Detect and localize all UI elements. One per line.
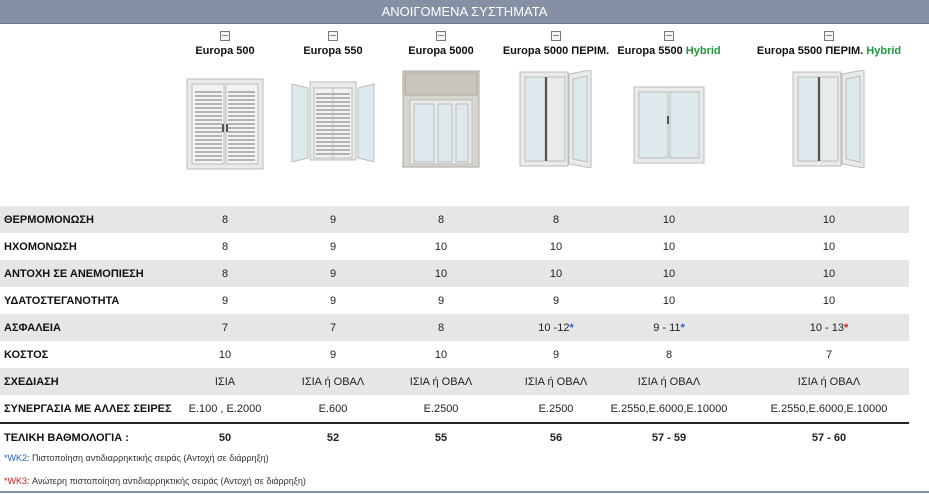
table-cell: ΙΣΙΑ	[214, 375, 236, 388]
table-cell: 9	[329, 267, 337, 280]
total-cell: 50	[218, 431, 232, 444]
product-name: Europa 550	[303, 45, 363, 57]
table-row	[0, 314, 909, 341]
page-title: ΑΝΟΙΓΟΜΕΝΑ ΣΥΣΤΗΜΑΤΑ	[0, 0, 929, 24]
table-cell: ΙΣΙΑ ή ΟΒΑΛ	[409, 375, 473, 388]
row-label: ΗΧΟΜΟΝΩΣΗ	[4, 240, 77, 253]
product-name: Europa 5000 ΠΕΡΙΜ.	[502, 45, 610, 57]
total-cell: 56	[549, 431, 563, 444]
table-row	[0, 206, 909, 233]
hybrid-label: Hybrid	[682, 45, 721, 57]
asterisk-mark: *	[843, 321, 849, 334]
table-row	[0, 395, 909, 422]
table-cell: 10	[822, 294, 836, 307]
table-row	[0, 287, 909, 314]
table-cell: 10	[549, 267, 563, 280]
table-row	[0, 368, 909, 395]
row-label: ΚΟΣΤΟΣ	[4, 348, 49, 361]
table-cell: 8	[221, 267, 229, 280]
hybrid-label: Hybrid	[863, 45, 902, 57]
footnote	[4, 453, 269, 463]
window-image	[290, 78, 376, 162]
table-cell: 10	[822, 267, 836, 280]
table-cell: ΙΣΙΑ ή ΟΒΑΛ	[301, 375, 365, 388]
table-cell: Ε.100 , Ε.2000	[188, 402, 262, 415]
row-label: ΑΣΦΑΛΕΙΑ	[4, 321, 61, 334]
table-cell: 10	[822, 240, 836, 253]
table-cell: 9	[329, 213, 337, 226]
checkbox-icon[interactable]	[220, 31, 230, 41]
product-name: Europa 5500	[617, 45, 683, 57]
row-label: ΥΔΑΤΟΣΤΕΓΑΝΟΤΗΤΑ	[4, 294, 120, 307]
table-cell: 9 - 11*	[653, 321, 685, 334]
window-image	[519, 70, 593, 168]
footnote-code: *WK2	[4, 453, 28, 463]
product-name: Europa 5000	[408, 45, 474, 57]
checkbox-icon[interactable]	[436, 31, 446, 41]
footnote-text: : Ανώτερη πιστοποίηση αντιδιαρρηκτικής σειράς (Αντοχή σε διάρρηξη)	[27, 476, 306, 486]
table-cell: 8	[221, 240, 229, 253]
window-image	[792, 70, 866, 168]
table-cell: 7	[329, 321, 337, 334]
total-row	[0, 422, 909, 451]
product-header	[0, 28, 929, 68]
total-cell: 57 - 60	[811, 431, 847, 444]
table-cell: ΙΣΙΑ ή ΟΒΑΛ	[797, 375, 861, 388]
window-image	[186, 78, 264, 170]
row-label: ΣΧΕΔΙΑΣΗ	[4, 375, 59, 388]
table-cell: 10	[434, 267, 448, 280]
table-cell: 10	[549, 240, 563, 253]
table-cell: 10	[662, 213, 676, 226]
footnote-text: : Πιστοποίηση αντιδιαρρηκτικής σειράς (Αντοχή σε διάρρηξη)	[27, 453, 269, 463]
footnote-code: *WK3	[4, 476, 28, 486]
product-column-head	[594, 28, 744, 57]
table-cell: 7	[221, 321, 229, 334]
row-label: ΣΥΝΕΡΓΑΣΙΑ ΜΕ ΑΛΛΕΣ ΣΕΙΡΕΣ	[4, 402, 172, 415]
total-cell: 52	[326, 431, 340, 444]
table-row	[0, 233, 909, 260]
row-label: ΘΕΡΜΟΜΟΝΩΣΗ	[4, 213, 94, 226]
table-cell: 9	[329, 240, 337, 253]
table-cell: 10 - 13*	[809, 321, 849, 334]
comparison-table	[0, 206, 909, 451]
table-cell: Ε.2550,Ε.6000,Ε.10000	[610, 402, 728, 415]
row-label: ΑΝΤΟΧΗ ΣΕ ΑΝΕΜΟΠΙΕΣΗ	[4, 267, 144, 280]
table-cell: 9	[552, 348, 560, 361]
table-cell: 9	[221, 294, 229, 307]
table-cell: 8	[437, 213, 445, 226]
table-cell: 10	[662, 294, 676, 307]
asterisk-mark: *	[680, 321, 685, 334]
table-cell: ΙΣΙΑ ή ΟΒΑΛ	[637, 375, 701, 388]
table-cell: Ε.2550,Ε.6000,Ε.10000	[770, 402, 888, 415]
checkbox-icon[interactable]	[328, 31, 338, 41]
checkbox-icon[interactable]	[551, 31, 561, 41]
table-cell: 7	[825, 348, 833, 361]
table-cell: 8	[221, 213, 229, 226]
checkbox-icon[interactable]	[824, 31, 834, 41]
table-cell: 9	[552, 294, 560, 307]
total-cell: 55	[434, 431, 448, 444]
table-row	[0, 341, 909, 368]
table-cell: 10 -12*	[538, 321, 574, 334]
table-cell: 9	[437, 294, 445, 307]
table-cell: 10	[434, 348, 448, 361]
table-cell: 10	[662, 267, 676, 280]
table-cell: 9	[329, 294, 337, 307]
table-cell: 10	[822, 213, 836, 226]
window-image	[402, 70, 480, 168]
table-cell: Ε.2500	[538, 402, 574, 415]
checkbox-icon[interactable]	[664, 31, 674, 41]
window-image	[633, 86, 705, 164]
table-row	[0, 260, 909, 287]
footnote	[4, 476, 306, 486]
product-column-head	[754, 28, 904, 57]
product-name: Europa 5500 ΠΕΡΙΜ.	[756, 45, 864, 57]
total-cell: 57 - 59	[651, 431, 687, 444]
table-cell: 10	[218, 348, 232, 361]
table-cell: 8	[437, 321, 445, 334]
table-cell: Ε.2500	[423, 402, 459, 415]
product-name: Europa 500	[195, 45, 255, 57]
table-cell: 10	[662, 240, 676, 253]
table-cell: 9	[329, 348, 337, 361]
table-cell: 10	[434, 240, 448, 253]
table-cell: 8	[665, 348, 673, 361]
table-cell: 8	[552, 213, 560, 226]
total-label: ΤΕΛΙΚΗ ΒΑΘΜΟΛΟΓΙΑ :	[4, 431, 129, 444]
table-cell: ΙΣΙΑ ή ΟΒΑΛ	[524, 375, 588, 388]
table-cell: Ε.600	[318, 402, 348, 415]
asterisk-mark: *	[569, 321, 574, 334]
bottom-divider	[0, 491, 929, 493]
